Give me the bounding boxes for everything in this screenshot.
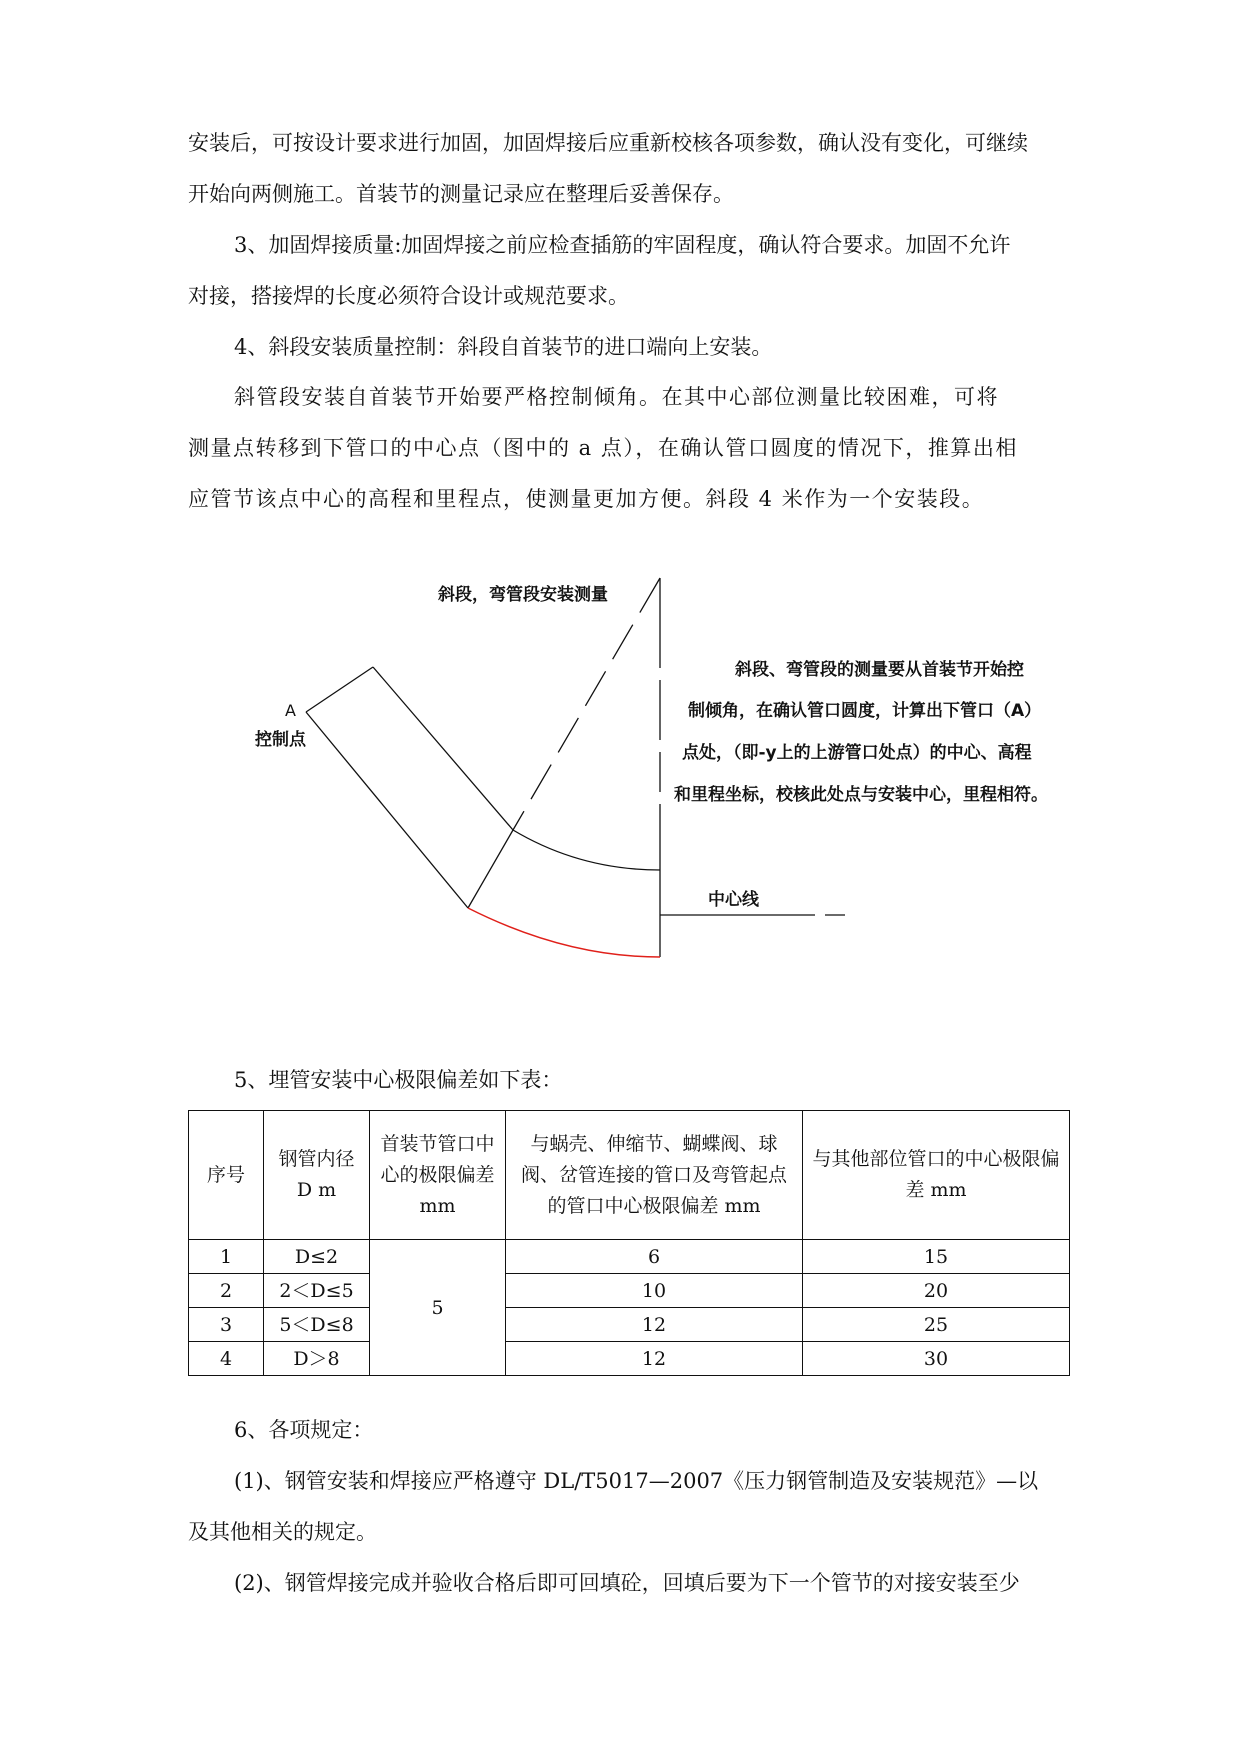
- deviation-table: [188, 1110, 1070, 1376]
- cell-connection: 10: [506, 1274, 803, 1308]
- section-6: [188, 1405, 1068, 1609]
- centerline-label: 中心线: [708, 890, 759, 910]
- diagram-note-line: 点处，（即-y上的上游管口处点）的中心、高程: [682, 743, 1032, 763]
- cell-other: 30: [803, 1342, 1070, 1376]
- diagram-note-line: 和里程坐标，校核此处点与安装中心，里程相符。: [674, 785, 1048, 805]
- section-heading-text: 5、埋管安装中心极限偏差如下表：: [234, 1068, 563, 1092]
- cell-connection: 12: [506, 1308, 803, 1342]
- cell-diameter: D＞8: [264, 1342, 370, 1376]
- paragraph-line: 3、加固焊接质量:加固焊接之前应检查插筋的牢固程度，确认符合要求。加固不允许: [234, 233, 1011, 257]
- table-row: [189, 1240, 1070, 1274]
- paragraph-line: 开始向两侧施工。首装节的测量记录应在整理后妥善保存。: [188, 182, 734, 206]
- section-6-item-1-line: 及其他相关的规定。: [188, 1520, 377, 1544]
- header-connection: 与蜗壳、伸缩节、蝴蝶阀、球阀、岔管连接的管口及弯管起点的管口中心极限偏差 mm: [506, 1111, 803, 1240]
- diagram-note-line: 斜段、弯管段的测量要从首装节开始控: [735, 660, 1024, 680]
- header-no: 序号: [189, 1111, 264, 1240]
- table-header-row: [189, 1111, 1070, 1240]
- cell-diameter: D≤2: [264, 1240, 370, 1274]
- header-first-section: 首装节管口中心的极限偏差 mm: [370, 1111, 506, 1240]
- paragraph-line: 4、斜段安装质量控制：斜段自首装节的进口端向上安装。: [234, 335, 773, 359]
- cell-other: 25: [803, 1308, 1070, 1342]
- bend-lower-red-arc: [468, 908, 660, 957]
- pipe-left-edge: [306, 712, 468, 908]
- section-6-item-2-line: (2)、钢管焊接完成并验收合格后即可回填砼，回填后要为下一个管节的对接安装至少: [234, 1571, 1020, 1595]
- pipe-joint-line: [468, 830, 513, 908]
- diagram-note-line: 制倾角，在确认管口圆度，计算出下管口（A）: [688, 701, 1042, 721]
- cell-diameter: 5＜D≤8: [264, 1308, 370, 1342]
- cell-no: 1: [189, 1240, 264, 1274]
- header-other: 与其他部位管口的中心极限偏差 mm: [803, 1111, 1070, 1240]
- paragraph-line: 斜管段安装自首装节开始要严格控制倾角。在其中心部位测量比较困难，可将: [234, 385, 999, 409]
- cell-no: 3: [189, 1308, 264, 1342]
- bend-upper-arc: [513, 830, 660, 870]
- inclined-dashed-line: [513, 578, 660, 830]
- paragraph-line: 安装后，可按设计要求进行加固，加固焊接后应重新校核各项参数，确认没有变化，可继续: [188, 131, 1028, 155]
- diagram-lines: [306, 578, 845, 957]
- pipe-upper-edge: [306, 667, 373, 712]
- cell-no: 2: [189, 1274, 264, 1308]
- cell-no: 4: [189, 1342, 264, 1376]
- header-diameter: 钢管内径 D m: [264, 1111, 370, 1240]
- cell-other: 20: [803, 1274, 1070, 1308]
- paragraph-line: 测量点转移到下管口的中心点（图中的 a 点），在确认管口圆度的情况下，推算出相: [188, 436, 1018, 460]
- cell-other: 15: [803, 1240, 1070, 1274]
- cell-connection: 6: [506, 1240, 803, 1274]
- diagram-title: 斜段，弯管段安装测量: [438, 585, 608, 605]
- control-point-label: 控制点: [255, 730, 306, 750]
- section-6-item-1-line: (1)、钢管安装和焊接应严格遵守 DL/T5017—2007《压力钢管制造及安装规范》—以: [234, 1469, 1039, 1493]
- table-row: [189, 1274, 1070, 1308]
- table-row: [189, 1308, 1070, 1342]
- cell-diameter: 2＜D≤5: [264, 1274, 370, 1308]
- cell-first-section-merged: 5: [370, 1240, 506, 1376]
- cell-connection: 12: [506, 1342, 803, 1376]
- section-heading-text: 6、各项规定：: [234, 1418, 374, 1442]
- paragraph-line: 应管节该点中心的高程和里程点，使测量更加方便。斜段 4 米作为一个安装段。: [188, 487, 985, 511]
- point-a-label: A: [285, 701, 296, 720]
- pipe-right-edge: [373, 667, 513, 830]
- table-row: [189, 1342, 1070, 1376]
- paragraph-line: 对接，搭接焊的长度必须符合设计或规范要求。: [188, 284, 629, 308]
- section-5-heading: [188, 1055, 1068, 1106]
